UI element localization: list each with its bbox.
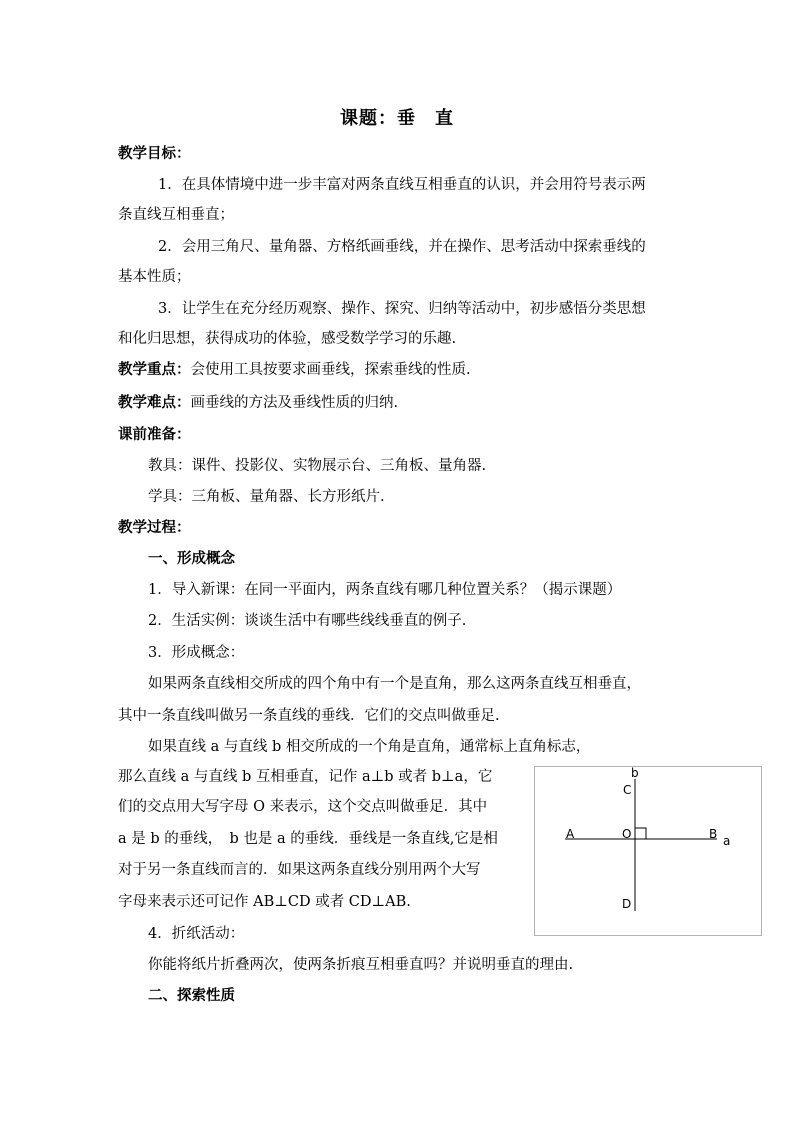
goal-1-line-2: 条直线互相垂直； (118, 207, 234, 223)
key-point-label: 教学重点： (118, 361, 191, 378)
goals-heading: 教学目标： (118, 145, 191, 162)
section-1-heading: 一、形成概念 (148, 550, 235, 567)
step-4: 4．折纸活动： (148, 926, 245, 942)
right-angle-mark (635, 828, 646, 839)
goal-2-line-1: 2．会用三角尺、量角器、方格纸画垂线，并在操作、思考活动中探索垂线的 (158, 239, 646, 255)
difficulty (118, 393, 398, 413)
process-heading: 教学过程： (118, 519, 191, 536)
example-line-3: 们的交点用大写字母 O 来表示，这个交点叫做垂足．其中 (118, 799, 488, 815)
difficulty-text: 画垂线的方法及垂线性质的归纳. (190, 395, 399, 411)
step-3: 3．形成概念： (148, 645, 245, 661)
label-B: B (709, 827, 718, 841)
prep-teacher: 教具：课件、投影仪、实物展示台、三角板、量角器. (148, 458, 487, 474)
label-a: a (723, 834, 731, 848)
example-line-2: 那么直线 a 与直线 b 互相垂直，记作 a⊥b 或者 b⊥a，它 (118, 769, 493, 785)
definition-line-1: 如果两条直线相交所成的四个角中有一个是直角，那么这两条直线互相垂直， (148, 676, 641, 692)
definition-line-2: 其中一条直线叫做另一条直线的垂线．它们的交点叫做垂足. (118, 708, 500, 724)
perpendicular-diagram (535, 767, 763, 937)
prep-heading: 课前准备： (118, 426, 191, 443)
perpendicular-figure (534, 766, 762, 936)
goal-3-line-1: 3．让学生在充分经历观察、操作、探究、归纳等活动中，初步感悟分类思想 (158, 301, 646, 317)
difficulty-label: 教学难点： (118, 394, 191, 411)
label-O: O (622, 827, 632, 841)
example-line-1: 如果直线 a 与直线 b 相交所成的一个角是直角，通常标上直角标志， (148, 739, 591, 755)
example-line-4: a 是 b 的垂线， b 也是 a 的垂线．垂线是一条直线,它是相 (118, 831, 498, 847)
label-A: A (566, 827, 575, 841)
label-D: D (622, 897, 632, 911)
prep-student: 学具：三角板、量角器、长方形纸片. (148, 489, 385, 505)
label-b: b (631, 767, 639, 780)
label-C: C (623, 783, 632, 797)
goal-2-line-2: 基本性质； (118, 269, 191, 285)
example-line-6: 字母来表示还可记作 AB⊥CD 或者 CD⊥AB. (118, 894, 411, 910)
step-2: 2．生活实例：谈谈生活中有哪些线线垂直的例子. (148, 613, 467, 629)
goal-1-line-1: 1．在具体情境中进一步丰富对两条直线互相垂直的认识，并会用符号表示两 (158, 177, 646, 193)
key-point (118, 360, 471, 380)
goal-3-line-2: 和化归思想，获得成功的体验，感受数学学习的乐趣. (118, 331, 457, 347)
key-point-text: 会使用工具按要求画垂线，探索垂线的性质. (190, 362, 471, 378)
fold-activity-text: 你能将纸片折叠两次，使两条折痕互相垂直吗？并说明垂直的理由. (148, 957, 574, 973)
page-title: 课题：垂 直 (340, 108, 454, 129)
example-line-5: 对于另一条直线而言的．如果这两条直线分别用两个大写 (118, 862, 481, 878)
step-1: 1．导入新课：在同一平面内，两条直线有哪几种位置关系？（揭示课题） (148, 582, 622, 598)
section-2-heading: 二、探索性质 (148, 987, 235, 1004)
